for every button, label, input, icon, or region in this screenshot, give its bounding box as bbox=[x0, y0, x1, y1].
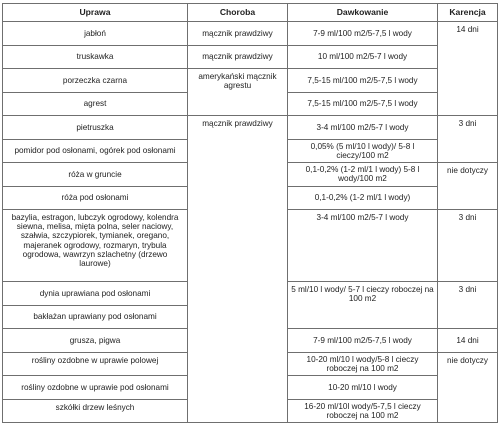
cell-uprawa: jabłoń bbox=[3, 22, 188, 46]
table-row bbox=[3, 116, 498, 140]
cell-uprawa: rośliny ozdobne w uprawie pod osłonami bbox=[3, 376, 188, 400]
cell-choroba: mącznik prawdziwy bbox=[188, 22, 288, 46]
header-dawkowanie: Dawkowanie bbox=[288, 4, 438, 22]
cell-dawkowanie: 3-4 ml/100 m2/5-7 l wody bbox=[288, 116, 438, 140]
cell-karencja: 3 dni bbox=[438, 282, 498, 329]
cell-karencja: 3 dni bbox=[438, 116, 498, 163]
cell-dawkowanie: 5 ml/10 l wody/ 5-7 l cieczy roboczej na 100 m2 bbox=[288, 282, 438, 329]
cell-dawkowanie: 0,05% (5 ml/10 l wody)/ 5-8 l cieczy/100 m2 bbox=[288, 139, 438, 163]
cell-uprawa: róża pod osłonami bbox=[3, 186, 188, 210]
cell-uprawa: dynia uprawiana pod osłonami bbox=[3, 282, 188, 306]
dosage-table bbox=[2, 3, 498, 423]
header-uprawa: Uprawa bbox=[3, 4, 188, 22]
cell-choroba: amerykański mącznik agrestu bbox=[188, 69, 288, 116]
cell-dawkowanie: 0,1-0,2% (1-2 ml/1 l wody) 5-8 l wody/100 m2 bbox=[288, 163, 438, 187]
cell-dawkowanie: 0,1-0,2% (1-2 ml/1 l wody) bbox=[288, 186, 438, 210]
cell-karencja: nie dotyczy bbox=[438, 163, 498, 210]
cell-uprawa: grusza, pigwa bbox=[3, 329, 188, 353]
cell-uprawa: pomidor pod osłonami, ogórek pod osłonami bbox=[3, 139, 188, 163]
cell-dawkowanie: 3-4 ml/100 m2/5-7 l wody bbox=[288, 210, 438, 282]
cell-dawkowanie: 7-9 ml/100 m2/5-7,5 l wody bbox=[288, 22, 438, 46]
cell-uprawa: pietruszka bbox=[3, 116, 188, 140]
cell-uprawa: bakłażan uprawiany pod osłonami bbox=[3, 305, 188, 329]
cell-uprawa: róża w gruncie bbox=[3, 163, 188, 187]
cell-choroba: mącznik prawdziwy bbox=[188, 116, 288, 423]
header-karencja: Karencja bbox=[438, 4, 498, 22]
cell-uprawa: agrest bbox=[3, 92, 188, 116]
cell-uprawa: bazylia, estragon, lubczyk ogrodowy, kolendra siewna, melisa, mięta polna, seler naciowy, szałwia, szczypiorek, tymianek, oregano, majeranek ogrodowy, rozmaryn, trybula ogrodowa, wawrzyn szlachetny (drzewo laurowe) bbox=[3, 210, 188, 282]
table-row bbox=[3, 45, 498, 69]
cell-dawkowanie: 10-20 ml/10 l wody/5-8 l cieczy roboczej na 100 m2 bbox=[288, 352, 438, 376]
cell-karencja: nie dotyczy bbox=[438, 352, 498, 423]
header-choroba: Choroba bbox=[188, 4, 288, 22]
cell-dawkowanie: 7,5-15 ml/100 m2/5-7,5 l wody bbox=[288, 69, 438, 93]
cell-dawkowanie: 10 ml/100 m2/5-7 l wody bbox=[288, 45, 438, 69]
cell-choroba: mącznik prawdziwy bbox=[188, 45, 288, 69]
cell-dawkowanie: 10-20 ml/10 l wody bbox=[288, 376, 438, 400]
cell-dawkowanie: 7-9 ml/100 m2/5-7,5 l wody bbox=[288, 329, 438, 353]
table-row bbox=[3, 69, 498, 93]
cell-dawkowanie: 7,5-15 ml/100 m2/5-7,5 l wody bbox=[288, 92, 438, 116]
cell-uprawa: truskawka bbox=[3, 45, 188, 69]
table-row bbox=[3, 22, 498, 46]
cell-dawkowanie: 16-20 ml/10l wody/5-7,5 l cieczy roboczej na 100 m2 bbox=[288, 399, 438, 423]
cell-karencja: 3 dni bbox=[438, 210, 498, 282]
cell-karencja: 14 dni bbox=[438, 22, 498, 116]
cell-karencja: 14 dni bbox=[438, 329, 498, 353]
table-header-row bbox=[3, 4, 498, 22]
cell-uprawa: porzeczka czarna bbox=[3, 69, 188, 93]
cell-uprawa: rośliny ozdobne w uprawie polowej bbox=[3, 352, 188, 376]
cell-uprawa: szkółki drzew leśnych bbox=[3, 399, 188, 423]
